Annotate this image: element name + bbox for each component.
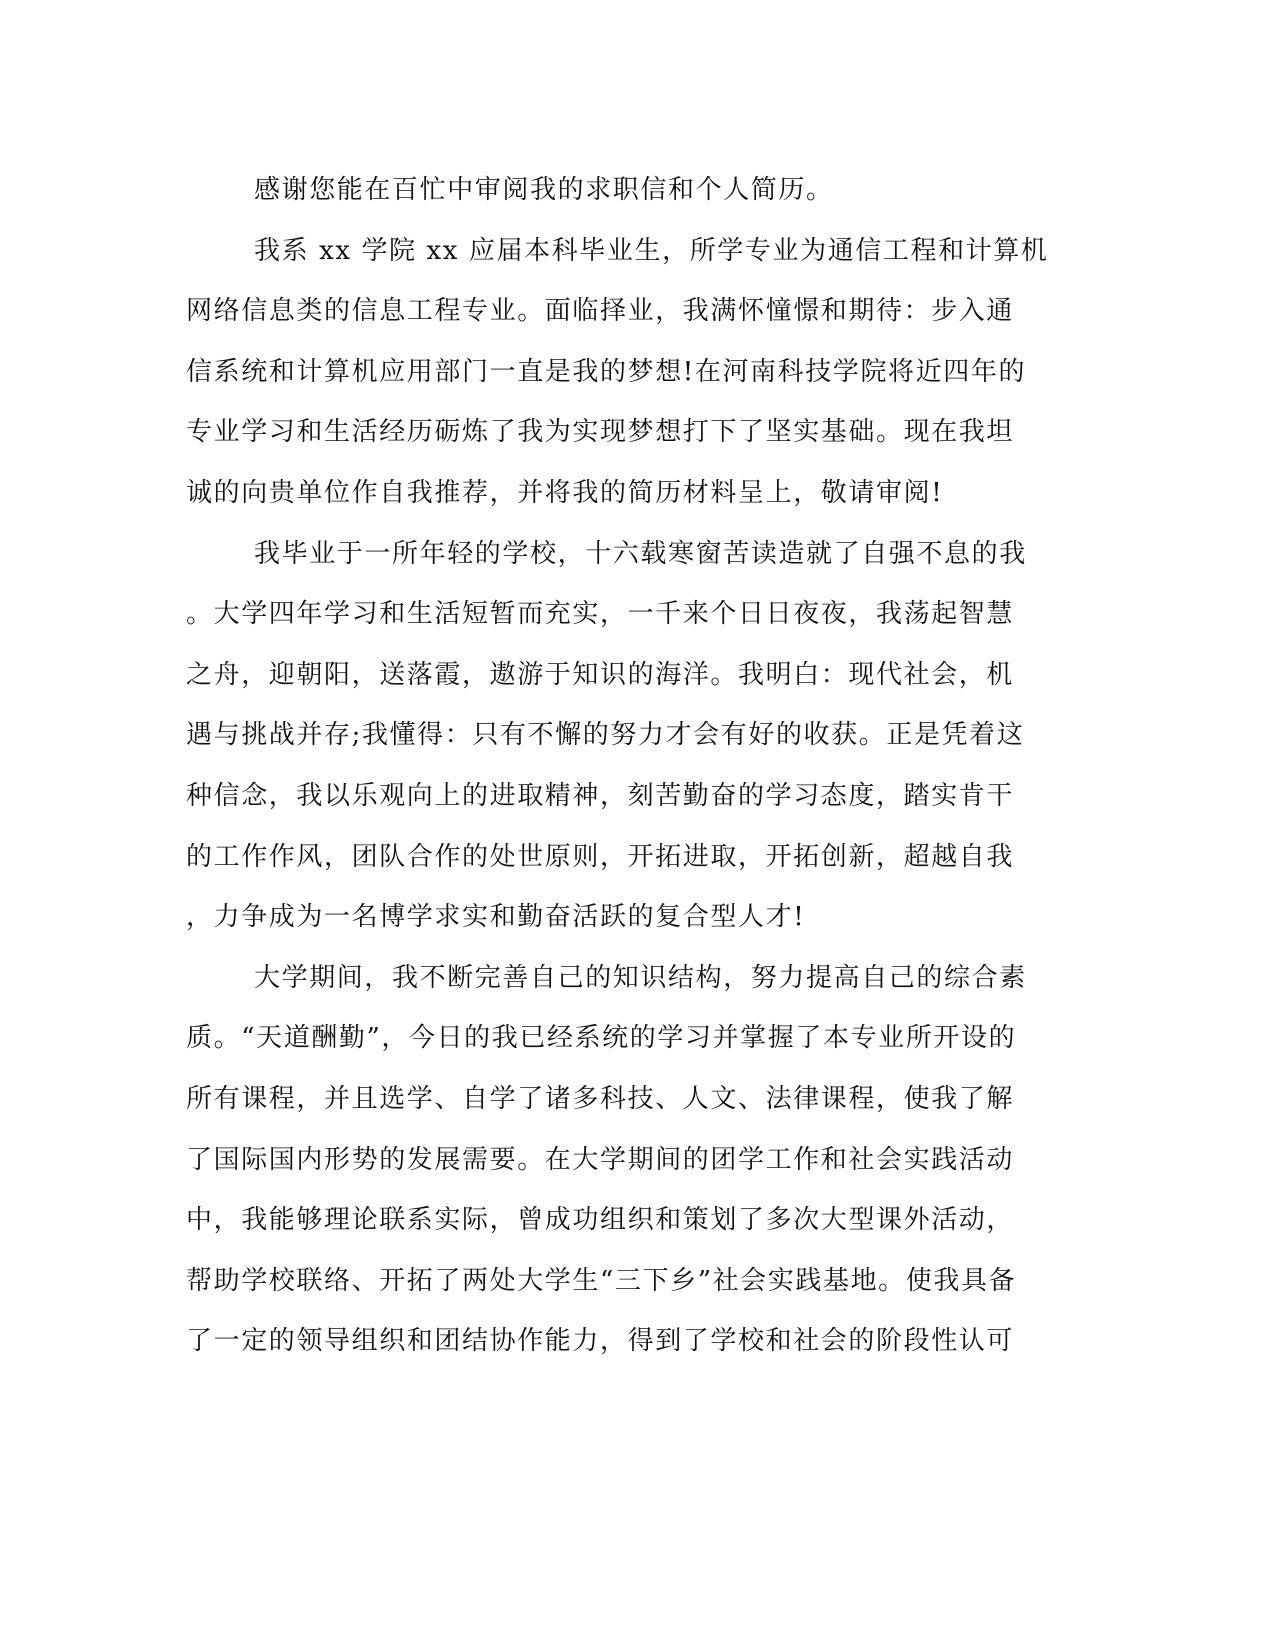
paragraph-background [186,524,1086,948]
text-line: 感谢您能在百忙中审阅我的求职信和个人简历。 [254,175,834,205]
text-line: 种信念，我以乐观向上的进取精神，刻苦勤奋的学习态度，踏实肯干 [186,780,1015,811]
text-line: 信系统和计算机应用部门一直是我的梦想!在河南科技学院将近四年的 [186,356,1027,387]
text-line: 遇与挑战并存;我懂得：只有不懈的努力才会有好的收获。正是凭着这 [186,720,1025,751]
text-line: ，力争成为一名博学求实和勤奋活跃的复合型人才! [186,902,806,933]
text-line: 专业学习和生活经历砺炼了我为实现梦想打下了坚实基础。现在我坦 [186,417,1015,448]
text-line: 了一定的领导组织和团结协作能力，得到了学校和社会的阶段性认可 [186,1326,1015,1357]
text-line: 质。“天道酬勤”，今日的我已经系统的学习并掌握了本专业所开设的 [186,1023,1017,1054]
text-line: 中，我能够理论联系实际，曾成功组织和策划了多次大型课外活动， [186,1205,1015,1236]
text-line: 我毕业于一所年轻的学校，十六载寒窗苦读造就了自强不息的我 [254,538,1027,569]
text-line: 之舟，迎朝阳，送落霞，遨游于知识的海洋。我明白：现代社会，机 [186,659,1015,690]
text-line: 我系 xx 学院 xx 应届本科毕业生，所学专业为通信工程和计算机 [254,235,1049,266]
paragraph-university-experience [186,948,1086,1372]
cover-letter-body [186,160,1086,1372]
text-line: 了国际国内形势的发展需要。在大学期间的团学工作和社会实践活动 [186,1144,1015,1175]
text-line: 诚的向贵单位作自我推荐，并将我的简历材料呈上，敬请审阅! [186,477,944,508]
text-line: 帮助学校联络、开拓了两处大学生“三下乡”社会实践基地。使我具备 [186,1265,1017,1296]
text-line: 的工作作风，团队合作的处世原则，开拓进取，开拓创新，超越自我 [186,841,1015,872]
text-line: 网络信息类的信息工程专业。面临择业，我满怀憧憬和期待：步入通 [186,296,1015,327]
text-line: 所有课程，并且选学、自学了诸多科技、人文、法律课程，使我了解 [186,1083,1015,1114]
paragraph-thanks [186,160,1086,221]
text-line: 。大学四年学习和生活短暂而充实，一千来个日日夜夜，我荡起智慧 [186,599,1015,630]
text-line: 大学期间，我不断完善自己的知识结构，努力提高自己的综合素 [254,962,1027,993]
paragraph-self-introduction [186,221,1086,524]
